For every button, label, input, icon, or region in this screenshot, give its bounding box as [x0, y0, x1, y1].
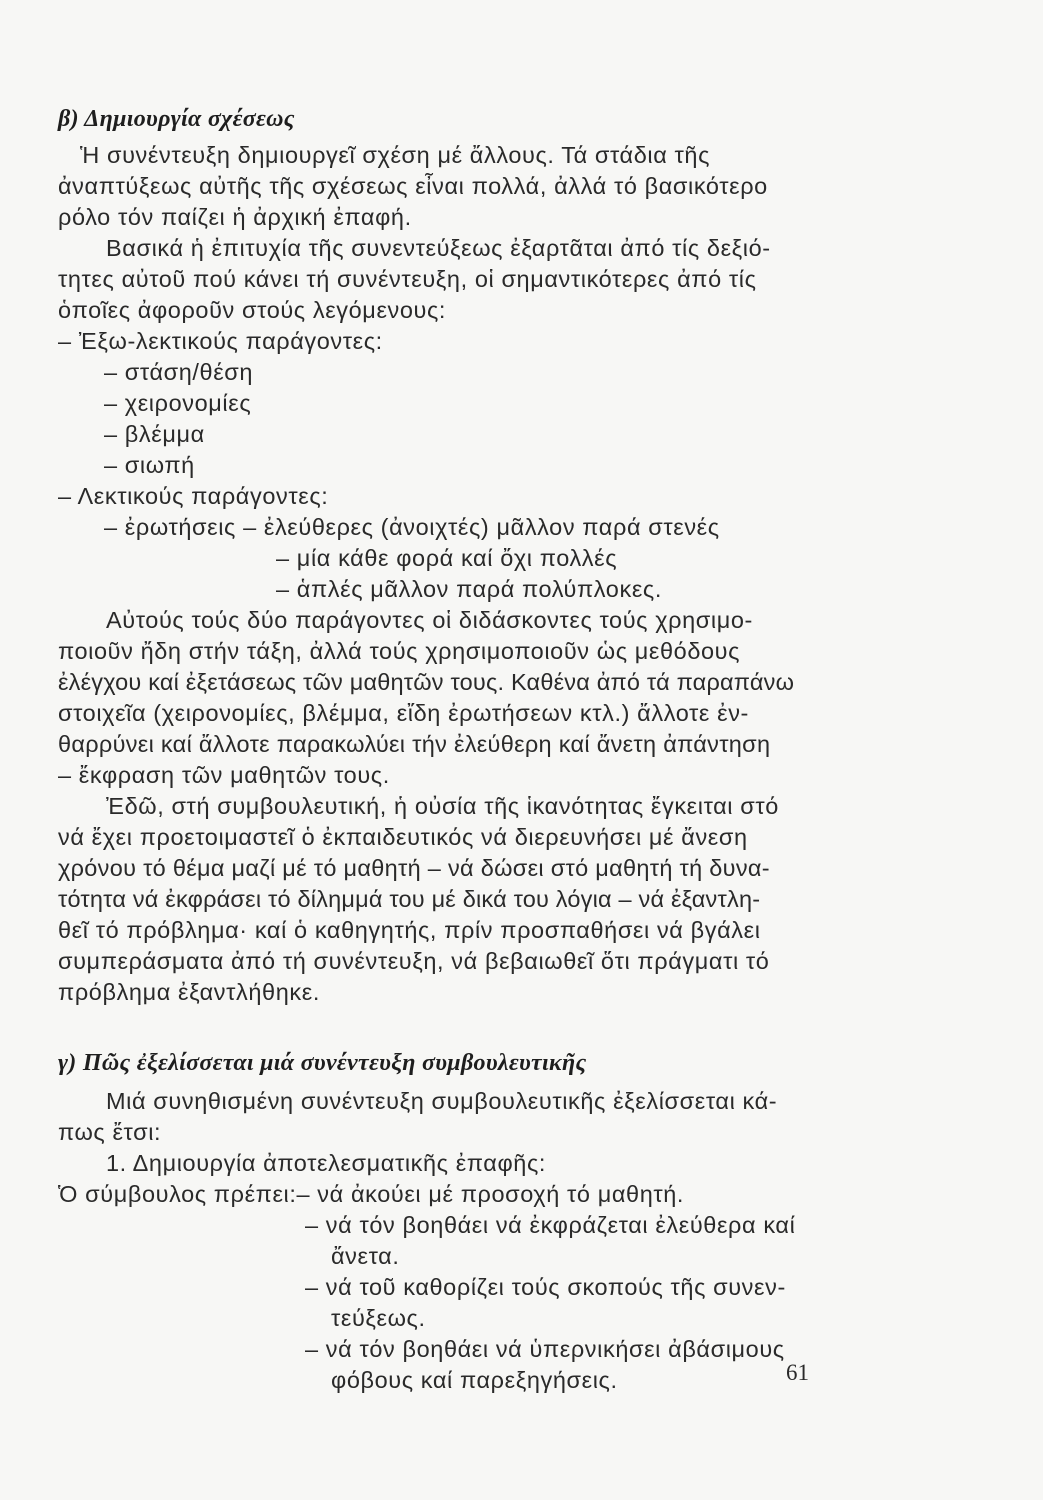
text-line: πως ἔτσι:	[58, 1119, 162, 1145]
text-line: Ἐδῶ, στή συμβουλευτική, ἡ οὐσία τῆς ἱκανότητας ἔγκειται στό	[106, 793, 779, 819]
list-item: – βλέμμα	[104, 421, 205, 447]
text-line: Αὐτούς τούς δύο παράγοντες οἱ διδάσκοντες τούς χρησιμο-	[106, 607, 753, 633]
text-line: Μιά συνηθισμένη συνέντευξη συμβουλευτικῆς ἐξελίσσεται κά-	[106, 1088, 778, 1114]
list-heading: – Λεκτικούς παράγοντες:	[58, 483, 329, 509]
text-line: θαρρύνει καί ἄλλοτε παρακωλύει τήν ἐλεύθερη καί ἄνετη ἀπάντηση	[58, 731, 771, 757]
text-line: ἀναπτύξεως αὐτῆς τῆς σχέσεως εἶναι πολλά, ἀλλά τό βασικότερο	[58, 173, 768, 199]
text-line: ὁποῖες ἀφοροῦν στούς λεγόμενους:	[58, 297, 447, 323]
list-item: – ἁπλές μᾶλλον παρά πολύπλοκες.	[276, 576, 662, 602]
text-line: τότητα νά ἐκφράσει τό δίλημμά του μέ δικά του λόγια – νά ἐξαντλη-	[58, 886, 761, 912]
list-item: – νά τοῦ καθορίζει τούς σκοπούς τῆς συνεν-	[305, 1274, 786, 1300]
text-line: νά ἔχει προετοιμαστεῖ ὁ ἐκπαιδευτικός νά διερευνήσει μέ ἄνεση	[58, 824, 748, 850]
text-line: – ἔκφραση τῶν μαθητῶν τους.	[58, 762, 390, 788]
list-item: – ἐρωτήσεις – ἐλεύθερες (ἀνοιχτές) μᾶλλον παρά στενές	[104, 514, 720, 540]
list-item: – στάση/θέση	[104, 359, 254, 385]
list-item: – νά τόν βοηθάει νά ὑπερνικήσει ἀβάσιμους	[305, 1336, 785, 1362]
list-item: – νά τόν βοηθάει νά ἐκφράζεται ἐλεύθερα καί	[305, 1212, 796, 1238]
numbered-item: 1. Δημιουργία ἀποτελεσματικῆς ἐπαφῆς:	[106, 1150, 547, 1176]
text-line: τητες αὐτοῦ πού κάνει τή συνέντευξη, οἱ σημαντικότερες ἀπό τίς	[58, 266, 757, 292]
text-line: ἐλέγχου καί ἐξετάσεως τῶν μαθητῶν τους. Καθένα ἀπό τά παραπάνω	[58, 669, 795, 695]
text-line: Ἡ συνέντευξη δημιουργεῖ σχέση μέ ἄλλους. Τά στάδια τῆς	[80, 142, 711, 168]
text-line: Βασικά ἡ ἐπιτυχία τῆς συνεντεύξεως ἐξαρτᾶται ἀπό τίς δεξιό-	[106, 235, 771, 261]
list-item-cont: φόβους καί παρεξηγήσεις.	[331, 1367, 618, 1393]
text-line: στοιχεῖα (χειρονομίες, βλέμμα, εἴδη ἐρωτήσεων κτλ.) ἄλλοτε ἐν-	[58, 700, 749, 726]
text-line: Ὁ σύμβουλος πρέπει:– νά ἀκούει μέ προσοχή τό μαθητή.	[58, 1181, 685, 1207]
text-line: ρόλο τόν παίζει ἡ ἀρχική ἐπαφή.	[58, 204, 412, 230]
list-item: – χειρονομίες	[104, 390, 252, 416]
section-b-heading: β) Δημιουργία σχέσεως	[58, 106, 295, 132]
list-heading: – Ἐξω-λεκτικούς παράγοντες:	[58, 328, 383, 354]
text-line: χρόνου τό θέμα μαζί μέ τό μαθητή – νά δώσει στό μαθητή τή δυνα-	[58, 855, 770, 881]
text-line: ποιοῦν ἤδη στήν τάξη, ἀλλά τούς χρησιμοποιοῦν ὡς μεθόδους	[58, 638, 741, 664]
list-item-cont: ἄνετα.	[331, 1243, 400, 1269]
list-item: – μία κάθε φορά καί ὄχι πολλές	[276, 545, 618, 571]
list-item: – σιωπή	[104, 452, 195, 478]
page-number: 61	[786, 1360, 809, 1385]
text-line: θεῖ τό πρόβλημα· καί ὁ καθηγητής, πρίν προσπαθήσει νά βγάλει	[58, 917, 761, 943]
text-line: συμπεράσματα ἀπό τή συνέντευξη, νά βεβαιωθεῖ ὅτι πράγματι τό	[58, 948, 770, 974]
section-c-heading: γ) Πῶς ἐξελίσσεται μιά συνέντευξη συμβουλευτικῆς	[58, 1050, 587, 1076]
text-line: πρόβλημα ἐξαντλήθηκε.	[58, 979, 320, 1005]
list-item-cont: τεύξεως.	[331, 1305, 426, 1331]
